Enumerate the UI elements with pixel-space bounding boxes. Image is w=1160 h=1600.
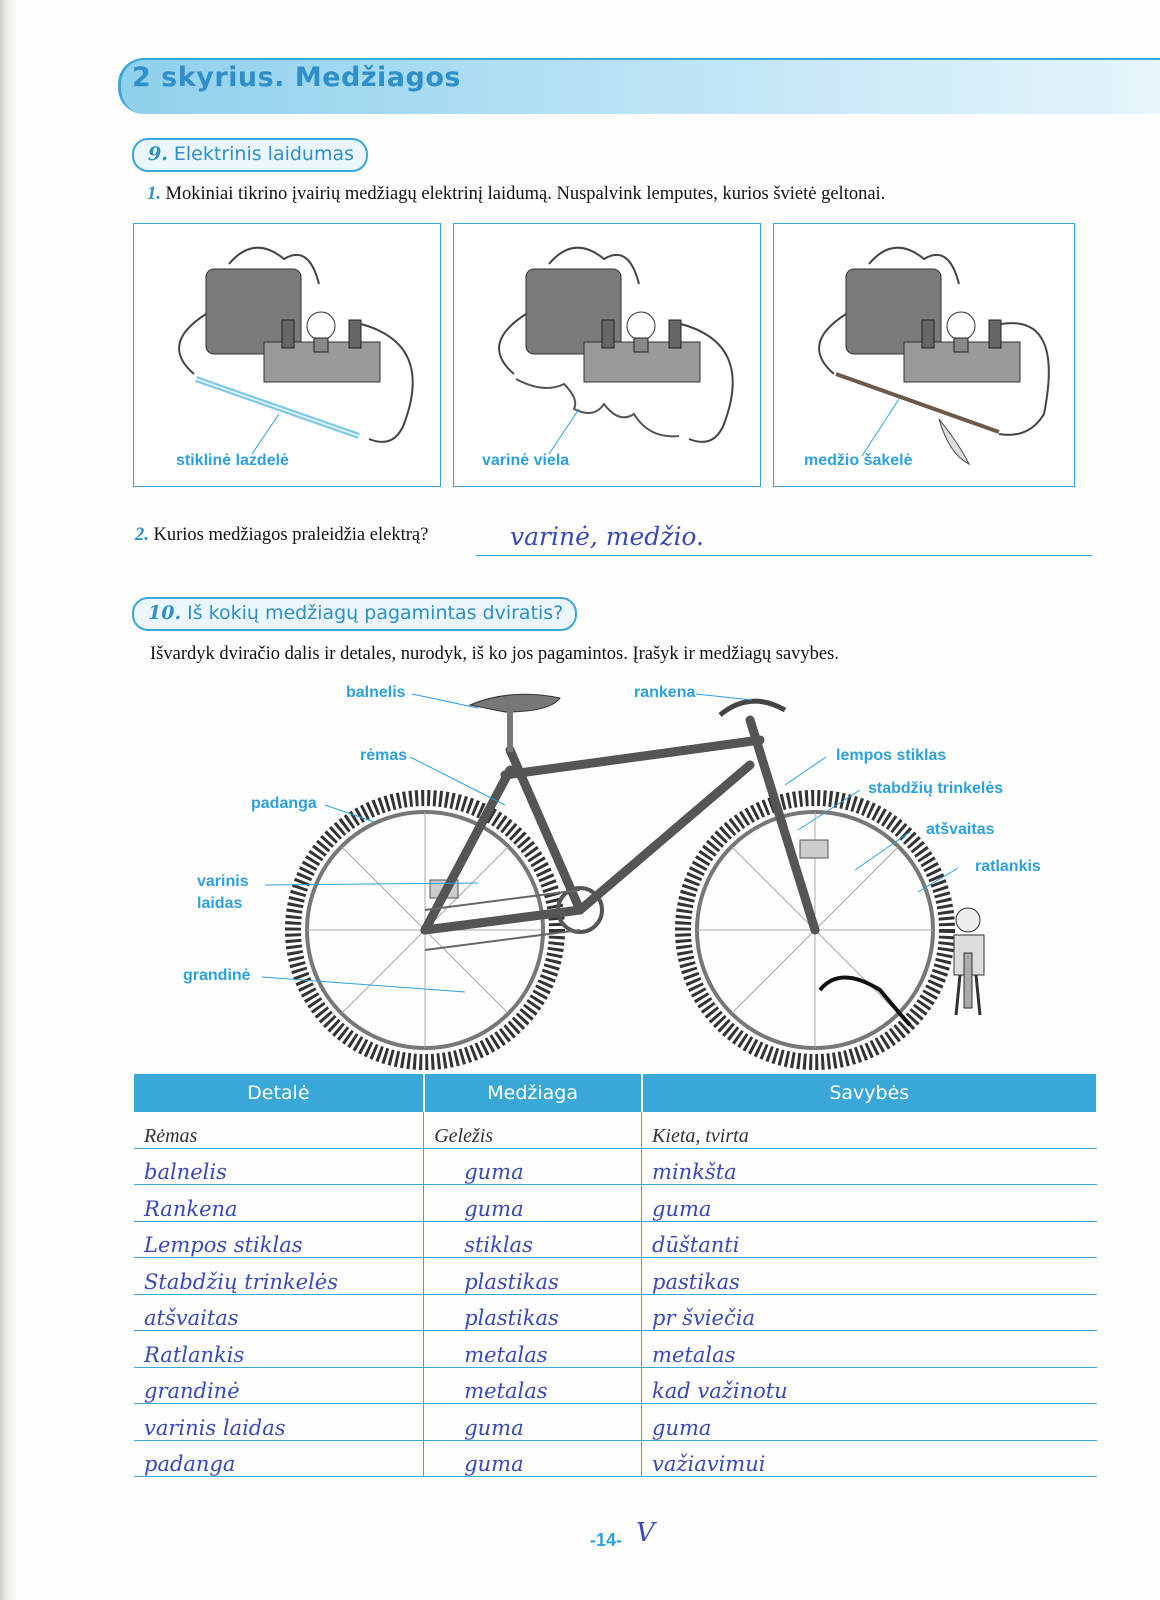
saddle bbox=[470, 694, 560, 712]
cell-properties: važiavimui bbox=[642, 1440, 1097, 1477]
cell-properties: Kieta, tvirta bbox=[642, 1112, 1097, 1148]
cell-part: varinis laidas bbox=[134, 1404, 424, 1441]
boy-with-pump-illustration bbox=[930, 905, 1000, 1030]
teacher-check-mark: V bbox=[636, 1518, 655, 1548]
section-10-title: Iš kokių medžiagų pagamintas dviratis? bbox=[187, 602, 564, 624]
table-row bbox=[134, 1404, 1097, 1441]
table-row bbox=[134, 1258, 1097, 1295]
page-number: -14- bbox=[590, 1530, 623, 1550]
cell-properties: metalas bbox=[642, 1331, 1097, 1368]
label-reflector: atšvaitas bbox=[926, 821, 995, 838]
bulb-icon bbox=[947, 312, 975, 340]
cell-properties: pr šviečia bbox=[642, 1294, 1097, 1331]
label-tire: padanga bbox=[251, 795, 317, 812]
handlebar bbox=[720, 701, 785, 715]
cell-material: plastikas bbox=[424, 1294, 642, 1331]
seat-stay bbox=[425, 770, 510, 930]
bulb-icon bbox=[307, 312, 335, 340]
task-1-text: Mokiniai tikrino įvairių medžiagų elektrinį laidumą. Nuspalvink lemputes, kurios švietė geltonai. bbox=[165, 184, 886, 204]
circuit-panel-copper-wire bbox=[453, 223, 761, 487]
down-tube bbox=[580, 765, 750, 910]
cell-part: atšvaitas bbox=[134, 1294, 424, 1331]
task-2-number: 2. bbox=[135, 525, 149, 545]
table-row bbox=[134, 1148, 1097, 1185]
cell-part: Rankena bbox=[134, 1185, 424, 1222]
label-lamp-glass: lempos stiklas bbox=[836, 747, 947, 764]
cell-part: Lempos stiklas bbox=[134, 1221, 424, 1258]
cell-material: Geležis bbox=[424, 1112, 642, 1148]
bulb-icon bbox=[627, 312, 655, 340]
bicycle-illustration bbox=[280, 680, 960, 1080]
label-frame: rėmas bbox=[360, 747, 408, 764]
parts-materials-table bbox=[134, 1074, 1098, 1477]
cell-part: Ratlankis bbox=[134, 1331, 424, 1368]
header-material: Medžiaga bbox=[424, 1074, 642, 1112]
table-row bbox=[134, 1440, 1097, 1477]
cell-material: guma bbox=[424, 1440, 642, 1477]
circuit-panel-glass-rod bbox=[133, 223, 441, 487]
task-1 bbox=[147, 184, 885, 205]
cell-material: metalas bbox=[424, 1367, 642, 1404]
cell-properties: minkšta bbox=[642, 1148, 1097, 1185]
table-row bbox=[134, 1294, 1097, 1331]
top-tube bbox=[505, 740, 760, 775]
table-header-row bbox=[134, 1074, 1097, 1112]
section-10-instruction: Išvardyk dviračio dalis ir detales, nurodyk, iš ko jos pagamintos. Įrašyk ir medžiagų savybes. bbox=[150, 644, 839, 664]
task-2-answer: varinė, medžio. bbox=[510, 522, 704, 551]
header-properties: Savybės bbox=[642, 1074, 1097, 1112]
cell-properties: kad važinotu bbox=[642, 1367, 1097, 1404]
table-row bbox=[134, 1331, 1097, 1368]
section-10-heading bbox=[132, 597, 577, 631]
chapter-title: 2 skyrius. Medžiagos bbox=[132, 62, 461, 93]
cell-material: metalas bbox=[424, 1331, 642, 1368]
section-9-heading bbox=[132, 138, 368, 172]
table-row bbox=[134, 1112, 1097, 1148]
cell-part: grandinė bbox=[134, 1367, 424, 1404]
header-part: Detalė bbox=[134, 1074, 424, 1112]
panel-label-wood-twig: medžio šakelė bbox=[804, 452, 913, 469]
table-row bbox=[134, 1185, 1097, 1222]
section-10-number: 10. bbox=[148, 602, 182, 624]
cell-material: guma bbox=[424, 1148, 642, 1185]
section-9-title: Elektrinis laidumas bbox=[173, 143, 355, 165]
label-copper-wire-2: laidas bbox=[197, 895, 243, 912]
cell-material: guma bbox=[424, 1185, 642, 1222]
label-copper-wire-1: varinis bbox=[197, 873, 249, 890]
cell-properties: guma bbox=[642, 1404, 1097, 1441]
cell-part: Rėmas bbox=[134, 1112, 424, 1148]
task-2-text: Kurios medžiagos praleidžia elektrą? bbox=[153, 525, 429, 545]
section-9-number: 9. bbox=[148, 143, 168, 165]
cell-part: Stabdžių trinkelės bbox=[134, 1258, 424, 1295]
cell-properties: dūštanti bbox=[642, 1221, 1097, 1258]
head-icon bbox=[956, 908, 980, 932]
task-1-number: 1. bbox=[147, 184, 161, 204]
cell-properties: guma bbox=[642, 1185, 1097, 1222]
cell-part: padanga bbox=[134, 1440, 424, 1477]
label-handlebar-grip: rankena bbox=[634, 684, 696, 701]
cell-material: stiklas bbox=[424, 1221, 642, 1258]
label-chain: grandinė bbox=[183, 967, 251, 984]
circuit-illustration-copper-wire bbox=[454, 224, 760, 486]
panel-label-copper-wire: varinė viela bbox=[482, 452, 570, 469]
task-2-answer-line bbox=[476, 555, 1092, 556]
circuit-illustration-wood-twig bbox=[774, 224, 1074, 486]
circuit-illustration-glass-rod bbox=[134, 224, 440, 486]
label-brake-pads: stabdžių trinkelės bbox=[868, 780, 1004, 797]
task-2 bbox=[135, 525, 428, 546]
panel-label-glass-rod: stiklinė lazdelė bbox=[176, 452, 289, 469]
cell-part: balnelis bbox=[134, 1148, 424, 1185]
cell-properties: pastikas bbox=[642, 1258, 1097, 1295]
front-reflector bbox=[800, 840, 828, 858]
cell-material: plastikas bbox=[424, 1258, 642, 1295]
circuit-panel-wood-twig bbox=[773, 223, 1075, 487]
page-edge bbox=[0, 0, 18, 1600]
table-row bbox=[134, 1221, 1097, 1258]
pump-icon bbox=[964, 953, 972, 1008]
table-row bbox=[134, 1367, 1097, 1404]
cell-material: guma bbox=[424, 1404, 642, 1441]
label-rim: ratlankis bbox=[975, 858, 1041, 875]
label-saddle: balnelis bbox=[346, 684, 406, 701]
